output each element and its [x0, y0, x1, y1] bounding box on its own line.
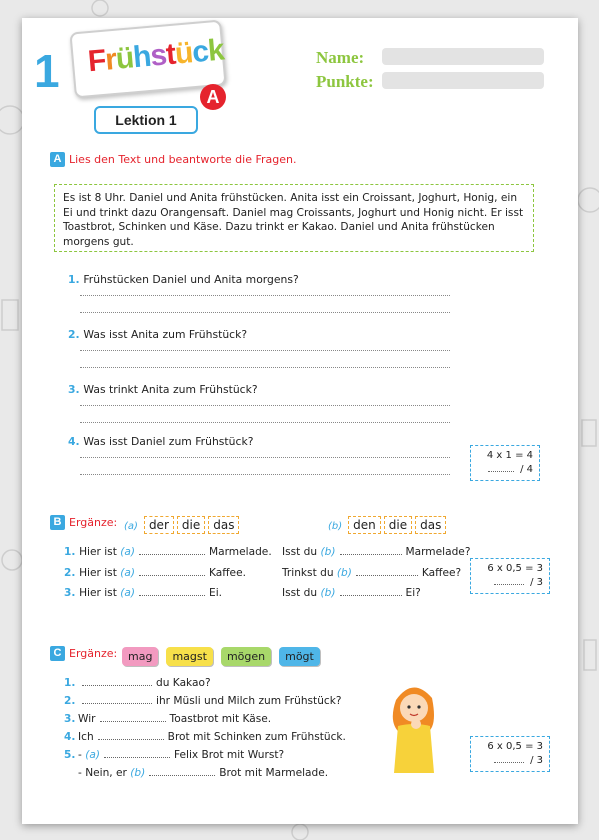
sentence-right — [282, 567, 461, 579]
lesson-label: Lektion 1 — [94, 106, 198, 134]
sentence-text: Ei? — [405, 587, 421, 599]
name-label: Name: — [316, 48, 365, 67]
girl-illustration — [378, 678, 448, 778]
group-a-label: (a) — [124, 521, 138, 532]
score-c-input[interactable] — [494, 762, 524, 763]
score-box-a — [470, 445, 540, 481]
word-option: die — [384, 516, 412, 534]
verb-option: mag — [122, 647, 158, 666]
score-b-formula: 6 x 0,5 = 3 — [487, 563, 543, 574]
points-field[interactable] — [382, 72, 544, 89]
sentence-text: du Kakao? — [156, 677, 211, 689]
fill-blank[interactable] — [82, 703, 152, 704]
fill-blank[interactable] — [98, 739, 164, 740]
question — [68, 273, 299, 286]
sentence-number: 1. — [64, 546, 80, 558]
title-letter: h — [131, 39, 152, 75]
fill-blank[interactable] — [149, 775, 215, 776]
sentence-c — [64, 767, 328, 779]
blank-tag: (a) — [85, 749, 100, 761]
fill-blank[interactable] — [104, 757, 170, 758]
title-letter: ü — [173, 36, 194, 71]
answer-line[interactable] — [80, 350, 450, 351]
blank-tag: (b) — [130, 767, 146, 779]
worksheet-title — [87, 33, 226, 79]
answer-line[interactable] — [80, 295, 450, 296]
title-letter: r — [103, 42, 118, 77]
answer-line[interactable] — [80, 312, 450, 313]
sentence-text: Hier ist — [79, 546, 121, 558]
verb-option: magst — [166, 647, 212, 666]
sentence-text: Kaffee? — [421, 567, 462, 579]
fill-blank[interactable] — [82, 685, 152, 686]
points-label: Punkte: — [316, 72, 374, 91]
section-b-instruction: Ergänze: — [69, 516, 118, 529]
sentence-text: Isst du — [282, 546, 321, 558]
sentence-c — [64, 749, 284, 761]
sentence-text: Hier ist — [79, 567, 121, 579]
word-group-a — [124, 514, 242, 534]
level-badge: A — [200, 84, 226, 110]
question-number: 2. — [68, 328, 84, 341]
section-a-instruction: Lies den Text und beantworte die Fragen. — [69, 153, 297, 166]
title-letter: s — [149, 38, 168, 73]
word-group-b — [328, 514, 449, 534]
sentence-number: 2. — [64, 567, 80, 579]
verb-choices — [122, 645, 328, 666]
fill-blank[interactable] — [139, 554, 205, 555]
question-text: Was isst Daniel zum Frühstück? — [83, 435, 254, 448]
score-a-total: / 4 — [520, 464, 533, 475]
question-number: 3. — [68, 383, 84, 396]
answer-line[interactable] — [80, 457, 450, 458]
score-a-formula: 4 x 1 = 4 — [486, 450, 533, 461]
verb-option: mögen — [221, 647, 271, 666]
answer-line[interactable] — [80, 474, 450, 475]
section-b-marker: B — [50, 515, 65, 530]
title-letter: t — [164, 37, 177, 72]
score-b-input[interactable] — [494, 584, 524, 585]
sentence-text: Toastbrot mit Käse. — [169, 713, 272, 725]
question-number: 4. — [68, 435, 84, 448]
sentence-number: 5. — [64, 749, 76, 761]
sentence-number: 4. — [64, 731, 76, 743]
answer-line[interactable] — [80, 367, 450, 368]
question — [68, 328, 247, 341]
question — [68, 383, 258, 396]
sentence-right — [282, 546, 470, 558]
sentence-left — [64, 546, 272, 558]
blank-tag: (a) — [120, 587, 135, 599]
sentence-text: Brot mit Marmelade. — [219, 767, 329, 779]
section-c-marker: C — [50, 646, 65, 661]
title-letter: ü — [114, 41, 135, 76]
section-a-marker: A — [50, 152, 65, 167]
sentence-left — [64, 567, 246, 579]
sentence-right — [282, 587, 421, 599]
score-c-formula: 6 x 0,5 = 3 — [487, 741, 543, 752]
blank-tag: (b) — [336, 567, 352, 579]
sentence-text: Wir — [78, 713, 96, 725]
sentence-c — [64, 695, 342, 707]
fill-blank[interactable] — [100, 721, 166, 722]
fill-blank[interactable] — [340, 554, 402, 555]
word-option: die — [177, 516, 205, 534]
word-option: das — [208, 516, 239, 534]
sentence-number: 2. — [64, 695, 76, 707]
question-text: Was isst Anita zum Frühstück? — [83, 328, 248, 341]
reading-text: Es ist 8 Uhr. Daniel und Anita frühstücken. Anita isst ein Croissant, Joghurt, Honig, ein Ei und trinkt dazu Orangensaft. Daniel mag Croissants, Joghurt und Honig nicht. Er isst Toastbrot, Schinken und Käse. Dazu trinkt er Kakao. Daniel und Anita frühstücken morgens gut. — [54, 184, 534, 252]
word-option: den — [348, 516, 381, 534]
sentence-text: - — [78, 749, 86, 761]
sentence-text: Ich — [78, 731, 94, 743]
sentence-text: Hier ist — [79, 587, 121, 599]
title-letter: k — [206, 33, 225, 68]
score-b-total: / 3 — [530, 577, 543, 588]
section-c-instruction: Ergänze: — [69, 647, 118, 660]
sentence-text: Isst du — [282, 587, 321, 599]
sentence-text: Ei. — [209, 587, 223, 599]
word-option: das — [415, 516, 446, 534]
sentence-text: Felix Brot mit Wurst? — [173, 749, 285, 761]
sentence-c — [64, 677, 211, 689]
sentence-number: 3. — [64, 713, 76, 725]
word-option: der — [144, 516, 174, 534]
blank-tag: (a) — [120, 546, 135, 558]
blank-tag: (b) — [320, 546, 336, 558]
fill-blank[interactable] — [139, 575, 205, 576]
fill-blank[interactable] — [340, 595, 402, 596]
sentence-number: 3. — [64, 587, 80, 599]
title-letter: c — [190, 34, 210, 70]
sentence-left — [64, 587, 222, 599]
sentence-text: Brot mit Schinken zum Frühstück. — [167, 731, 346, 743]
score-a-input[interactable] — [488, 471, 514, 472]
blank-tag: (a) — [120, 567, 135, 579]
sentence-text: - Nein, er — [78, 767, 131, 779]
answer-line[interactable] — [80, 405, 450, 406]
name-field[interactable] — [382, 48, 544, 65]
sentence-c — [64, 731, 346, 743]
sentence-text: Marmelade. — [209, 546, 272, 558]
worksheet — [22, 18, 578, 824]
fill-blank[interactable] — [356, 575, 418, 576]
question — [68, 435, 253, 448]
sentence-text: Marmelade? — [405, 546, 471, 558]
title-letter: F — [86, 43, 107, 79]
question-text: Was trinkt Anita zum Frühstück? — [83, 383, 258, 396]
lesson-number: 1 — [34, 45, 60, 97]
question-number: 1. — [68, 273, 84, 286]
blank-tag: (b) — [320, 587, 336, 599]
score-c-total: / 3 — [530, 755, 543, 766]
answer-line[interactable] — [80, 422, 450, 423]
sentence-number: 1. — [64, 677, 76, 689]
question-text: Frühstücken Daniel und Anita morgens? — [83, 273, 299, 286]
sentence-c — [64, 713, 271, 725]
sentence-text: Kaffee. — [209, 567, 246, 579]
score-box-c — [470, 736, 550, 772]
score-box-b — [470, 558, 550, 594]
fill-blank[interactable] — [139, 595, 205, 596]
sentence-text: Trinkst du — [282, 567, 337, 579]
group-b-label: (b) — [328, 521, 343, 532]
sentence-text: ihr Müsli und Milch zum Frühstück? — [156, 695, 342, 707]
verb-option: mögt — [279, 647, 320, 666]
